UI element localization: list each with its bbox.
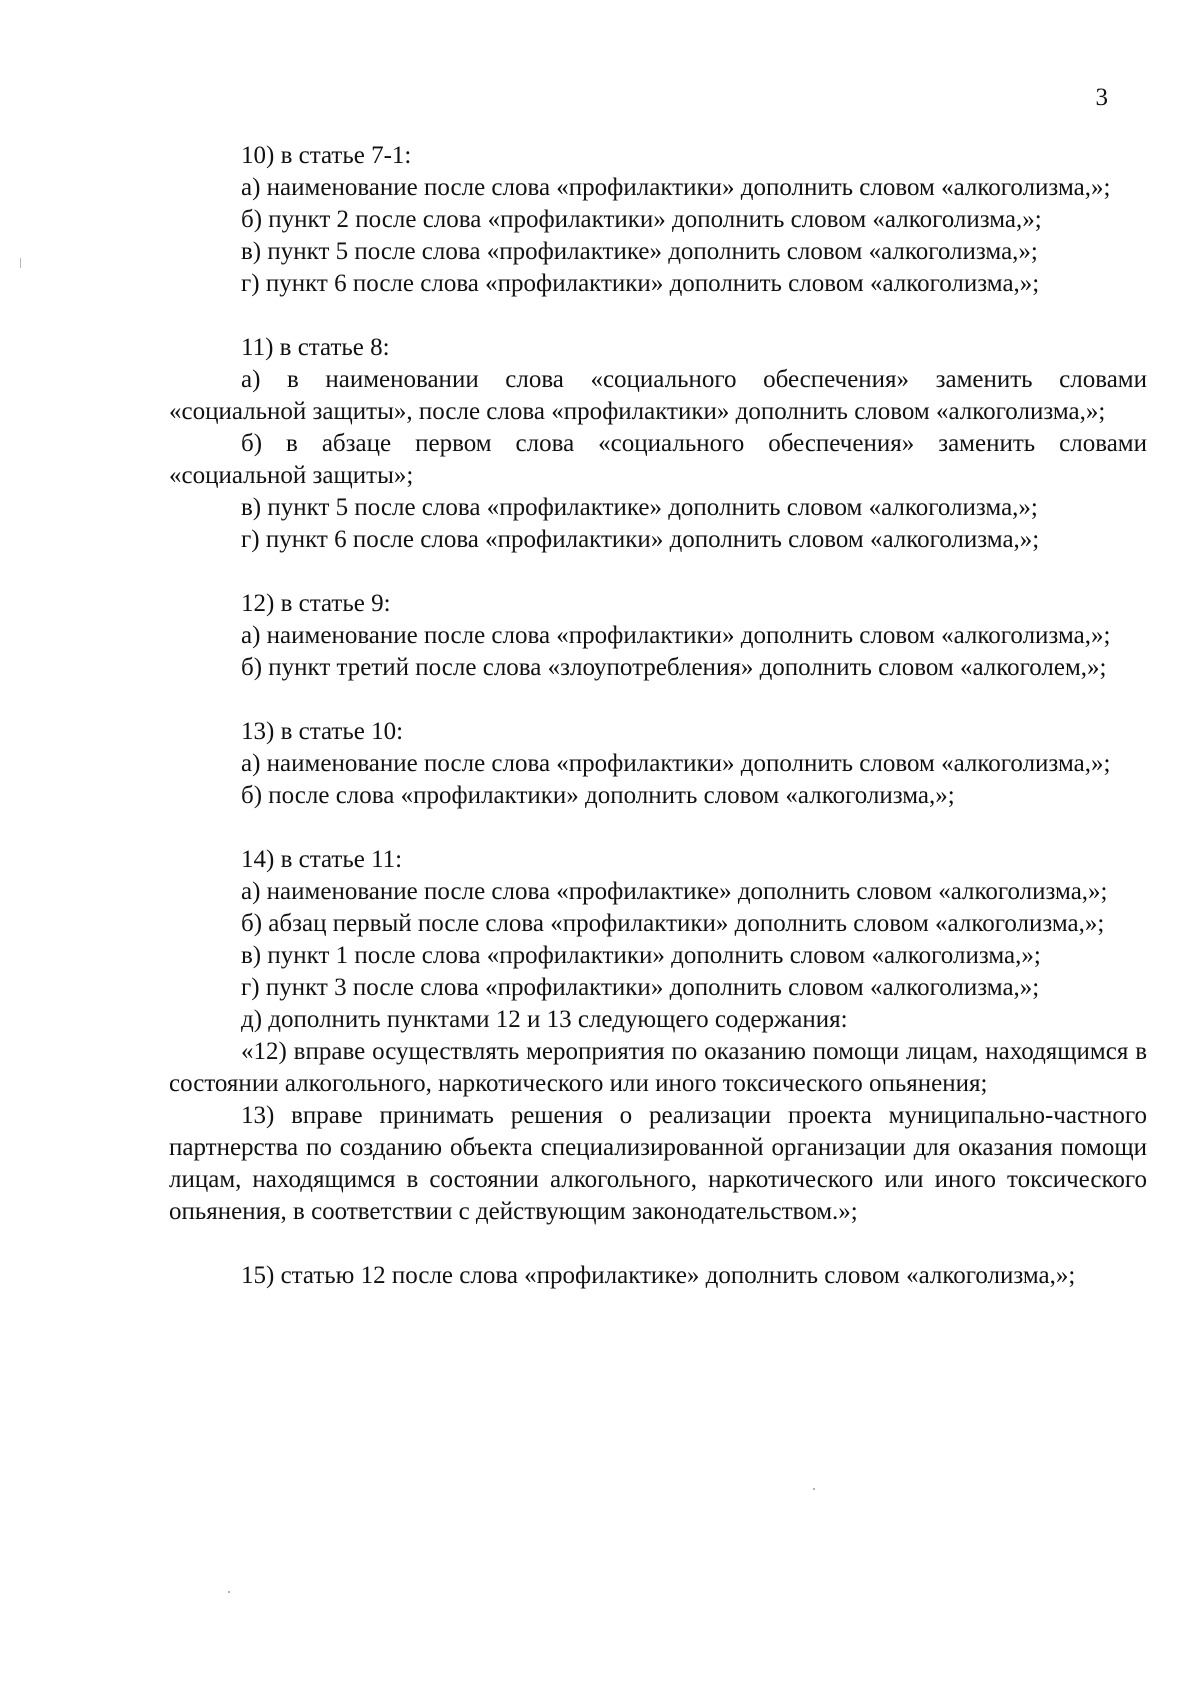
amendment-item: б) пункт 2 после слова «профилактики» дополнить словом «алкоголизма,»; — [241, 206, 1042, 233]
amendment-item: а) наименование после слова «профилактики» дополнить словом «алкоголизма,»; — [241, 174, 1111, 201]
amendment-item: д) дополнить пунктами 12 и 13 следующего содержания: — [241, 1006, 848, 1033]
amendment-section-10 — [169, 140, 1147, 300]
amendment-section-12 — [169, 588, 1147, 684]
amendment-quote: 13) вправе принимать решения о реализации проекта муниципально-частного партнерства по созданию объекта специализированной организации для оказания помощи лицам, находящимся в состоянии алкогольного, наркотического или иного токсического опьянения, в соответствии с действующим законодательством.»; — [169, 1102, 1147, 1225]
section-heading: 11) в статье 8: — [241, 334, 390, 361]
section-heading: 13) в статье 10: — [241, 718, 404, 745]
amendment-item: б) абзац первый после слова «профилактики» дополнить словом «алкоголизма,»; — [241, 910, 1105, 937]
document-body — [169, 140, 1147, 1292]
amendment-item: 15) статью 12 после слова «профилактике» дополнить словом «алкоголизма,»; — [241, 1262, 1076, 1289]
amendment-item: а) в наименовании слова «социального обеспечения» заменить словами «социальной защиты», после слова «профилактики» дополнить словом «алкоголизма,»; — [169, 366, 1147, 425]
amendment-item: г) пункт 6 после слова «профилактики» дополнить словом «алкоголизма,»; — [241, 526, 1040, 553]
amendment-item: б) в абзаце первом слова «социального обеспечения» заменить словами «социальной защиты»; — [169, 430, 1147, 489]
amendment-item: г) пункт 6 после слова «профилактики» дополнить словом «алкоголизма,»; — [241, 270, 1040, 297]
section-heading: 14) в статье 11: — [241, 846, 403, 873]
amendment-item: в) пункт 5 после слова «профилактике» дополнить словом «алкоголизма,»; — [241, 238, 1038, 265]
amendment-item: в) пункт 1 после слова «профилактики» дополнить словом «алкоголизма,»; — [241, 942, 1041, 969]
scan-artifact — [813, 1488, 815, 1490]
amendment-section-13 — [169, 716, 1147, 812]
amendment-item: а) наименование после слова «профилактике» дополнить словом «алкоголизма,»; — [241, 878, 1108, 905]
section-heading: 10) в статье 7-1: — [241, 142, 412, 169]
amendment-section-11 — [169, 332, 1147, 556]
amendment-quote: «12) вправе осуществлять мероприятия по оказанию помощи лицам, находящимся в состоянии алкогольного, наркотического или иного токсического опьянения; — [169, 1038, 1147, 1097]
amendment-item: г) пункт 3 после слова «профилактики» дополнить словом «алкоголизма,»; — [241, 974, 1040, 1001]
amendment-item: а) наименование после слова «профилактики» дополнить словом «алкоголизма,»; — [241, 622, 1111, 649]
amendment-item: б) после слова «профилактики» дополнить словом «алкоголизма,»; — [241, 782, 955, 809]
scan-artifact — [20, 258, 21, 268]
page-number: 3 — [1095, 84, 1108, 111]
amendment-item: в) пункт 5 после слова «профилактике» дополнить словом «алкоголизма,»; — [241, 494, 1038, 521]
amendment-section-15 — [169, 1260, 1147, 1292]
amendment-item: б) пункт третий после слова «злоупотребления» дополнить словом «алкоголем,»; — [241, 654, 1107, 681]
amendment-item: а) наименование после слова «профилактики» дополнить словом «алкоголизма,»; — [241, 750, 1111, 777]
amendment-section-14 — [169, 844, 1147, 1228]
section-heading: 12) в статье 9: — [241, 590, 391, 617]
scan-artifact — [228, 1591, 230, 1593]
